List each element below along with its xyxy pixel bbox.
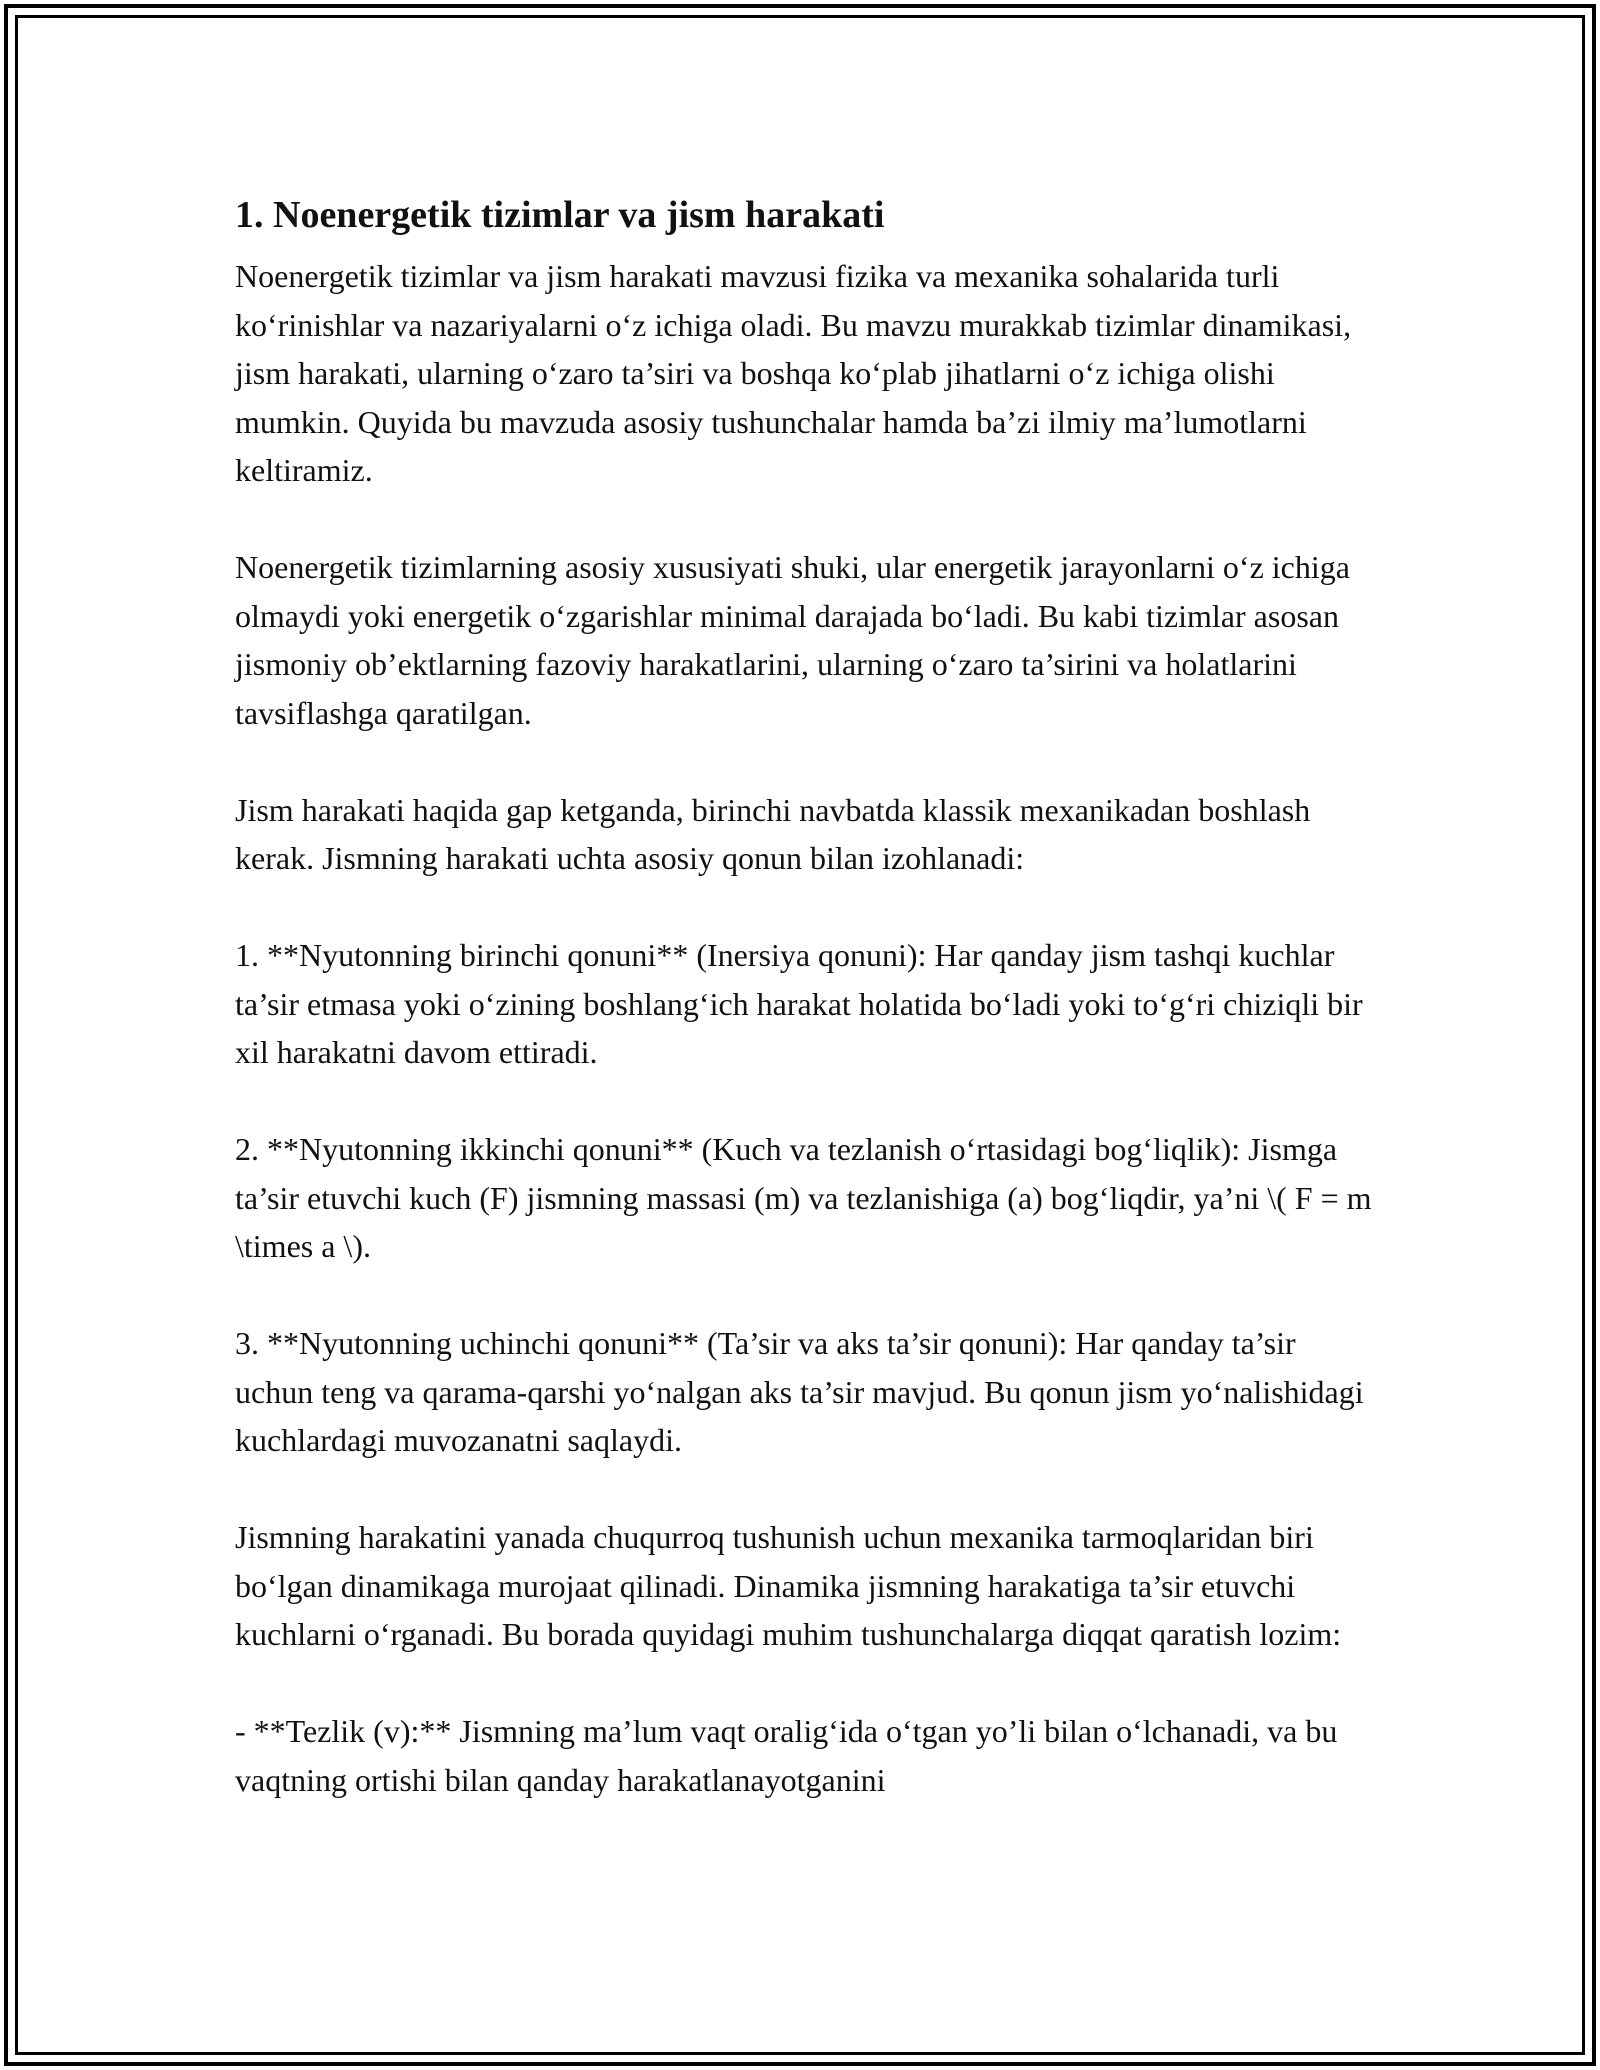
paragraph-definition: Noenergetik tizimlarning asosiy xususiyati shuki, ular energetik jarayonlarni o‘z ichiga olmaydi yoki energetik o‘zgarishlar minimal darajada bo‘ladi. Bu kabi tizimlar asosan jismoniy ob’ektlarning fazoviy harakatlarini, ularning o‘zaro ta’sirini va holatlarini tavsiflashga qaratilgan. [235, 549, 1350, 731]
paragraph-dynamics: Jismning harakatini yanada chuqurroq tushunish uchun mexanika tarmoqlaridan biri bo‘lgan dinamikaga murojaat qilinadi. Dinamika jismning harakatiga ta’sir etuvchi kuchlarni o‘rganadi. Bu borada quyidagi muhim tushunchalarga diqqat qaratish lozim: [235, 1519, 1342, 1652]
paragraph-newton-first-law: 1. **Nyutonning birinchi qonuni** (Inersiya qonuni): Har qanday jism tashqi kuchlar ta’sir etmasa yoki o‘zining boshlang‘ich harakat holatida bo‘ladi yoki to‘g‘ri chiziqli bir xil harakatni davom ettiradi. [235, 937, 1363, 1070]
paragraph-intro: Noenergetik tizimlar va jism harakati mavzusi fizika va mexanika sohalarida turli ko‘rinishlar va nazariyalarni o‘z ichiga oladi. Bu mavzu murakkab tizimlar dinamikasi, jism harakati, ularning o‘zaro ta’siri va boshqa ko‘plab jihatlarni o‘z ichiga olishi mumkin. Quyida bu mavzuda asosiy tushunchalar hamda ba’zi ilmiy ma’lumotlarni keltiramiz. [235, 258, 1352, 488]
document-body [235, 186, 1375, 1804]
paragraph-velocity: - **Tezlik (v):** Jismning ma’lum vaqt oralig‘ida o‘tgan yo’li bilan o‘lchanadi, va bu vaqtning ortishi bilan qanday harakatlanayotganini [235, 1713, 1338, 1798]
paragraph-classical-mechanics: Jism harakati haqida gap ketganda, birinchi navbatda klassik mexanikadan boshlash kerak. Jismning harakati uchta asosiy qonun bilan izohlanadi: [235, 791, 1311, 876]
paragraph-newton-second-law: 2. **Nyutonning ikkinchi qonuni** (Kuch va tezlanish o‘rtasidagi bog‘liqlik): Jismga ta’sir etuvchi kuch (F) jismning massasi (m) va tezlanishiga (a) bog‘liqdir, ya’ni \( F = m \times a \). [235, 1131, 1372, 1264]
document-title: 1. Noenergetik tizimlar va jism harakati [235, 194, 885, 236]
paragraph-newton-third-law: 3. **Nyutonning uchinchi qonuni** (Ta’sir va aks ta’sir qonuni): Har qanday ta’sir uchun teng va qarama-qarshi yo‘nalgan aks ta’sir mavjud. Bu qonun jism yo‘nalishidagi kuchlardagi muvozanatni saqlaydi. [235, 1325, 1364, 1458]
